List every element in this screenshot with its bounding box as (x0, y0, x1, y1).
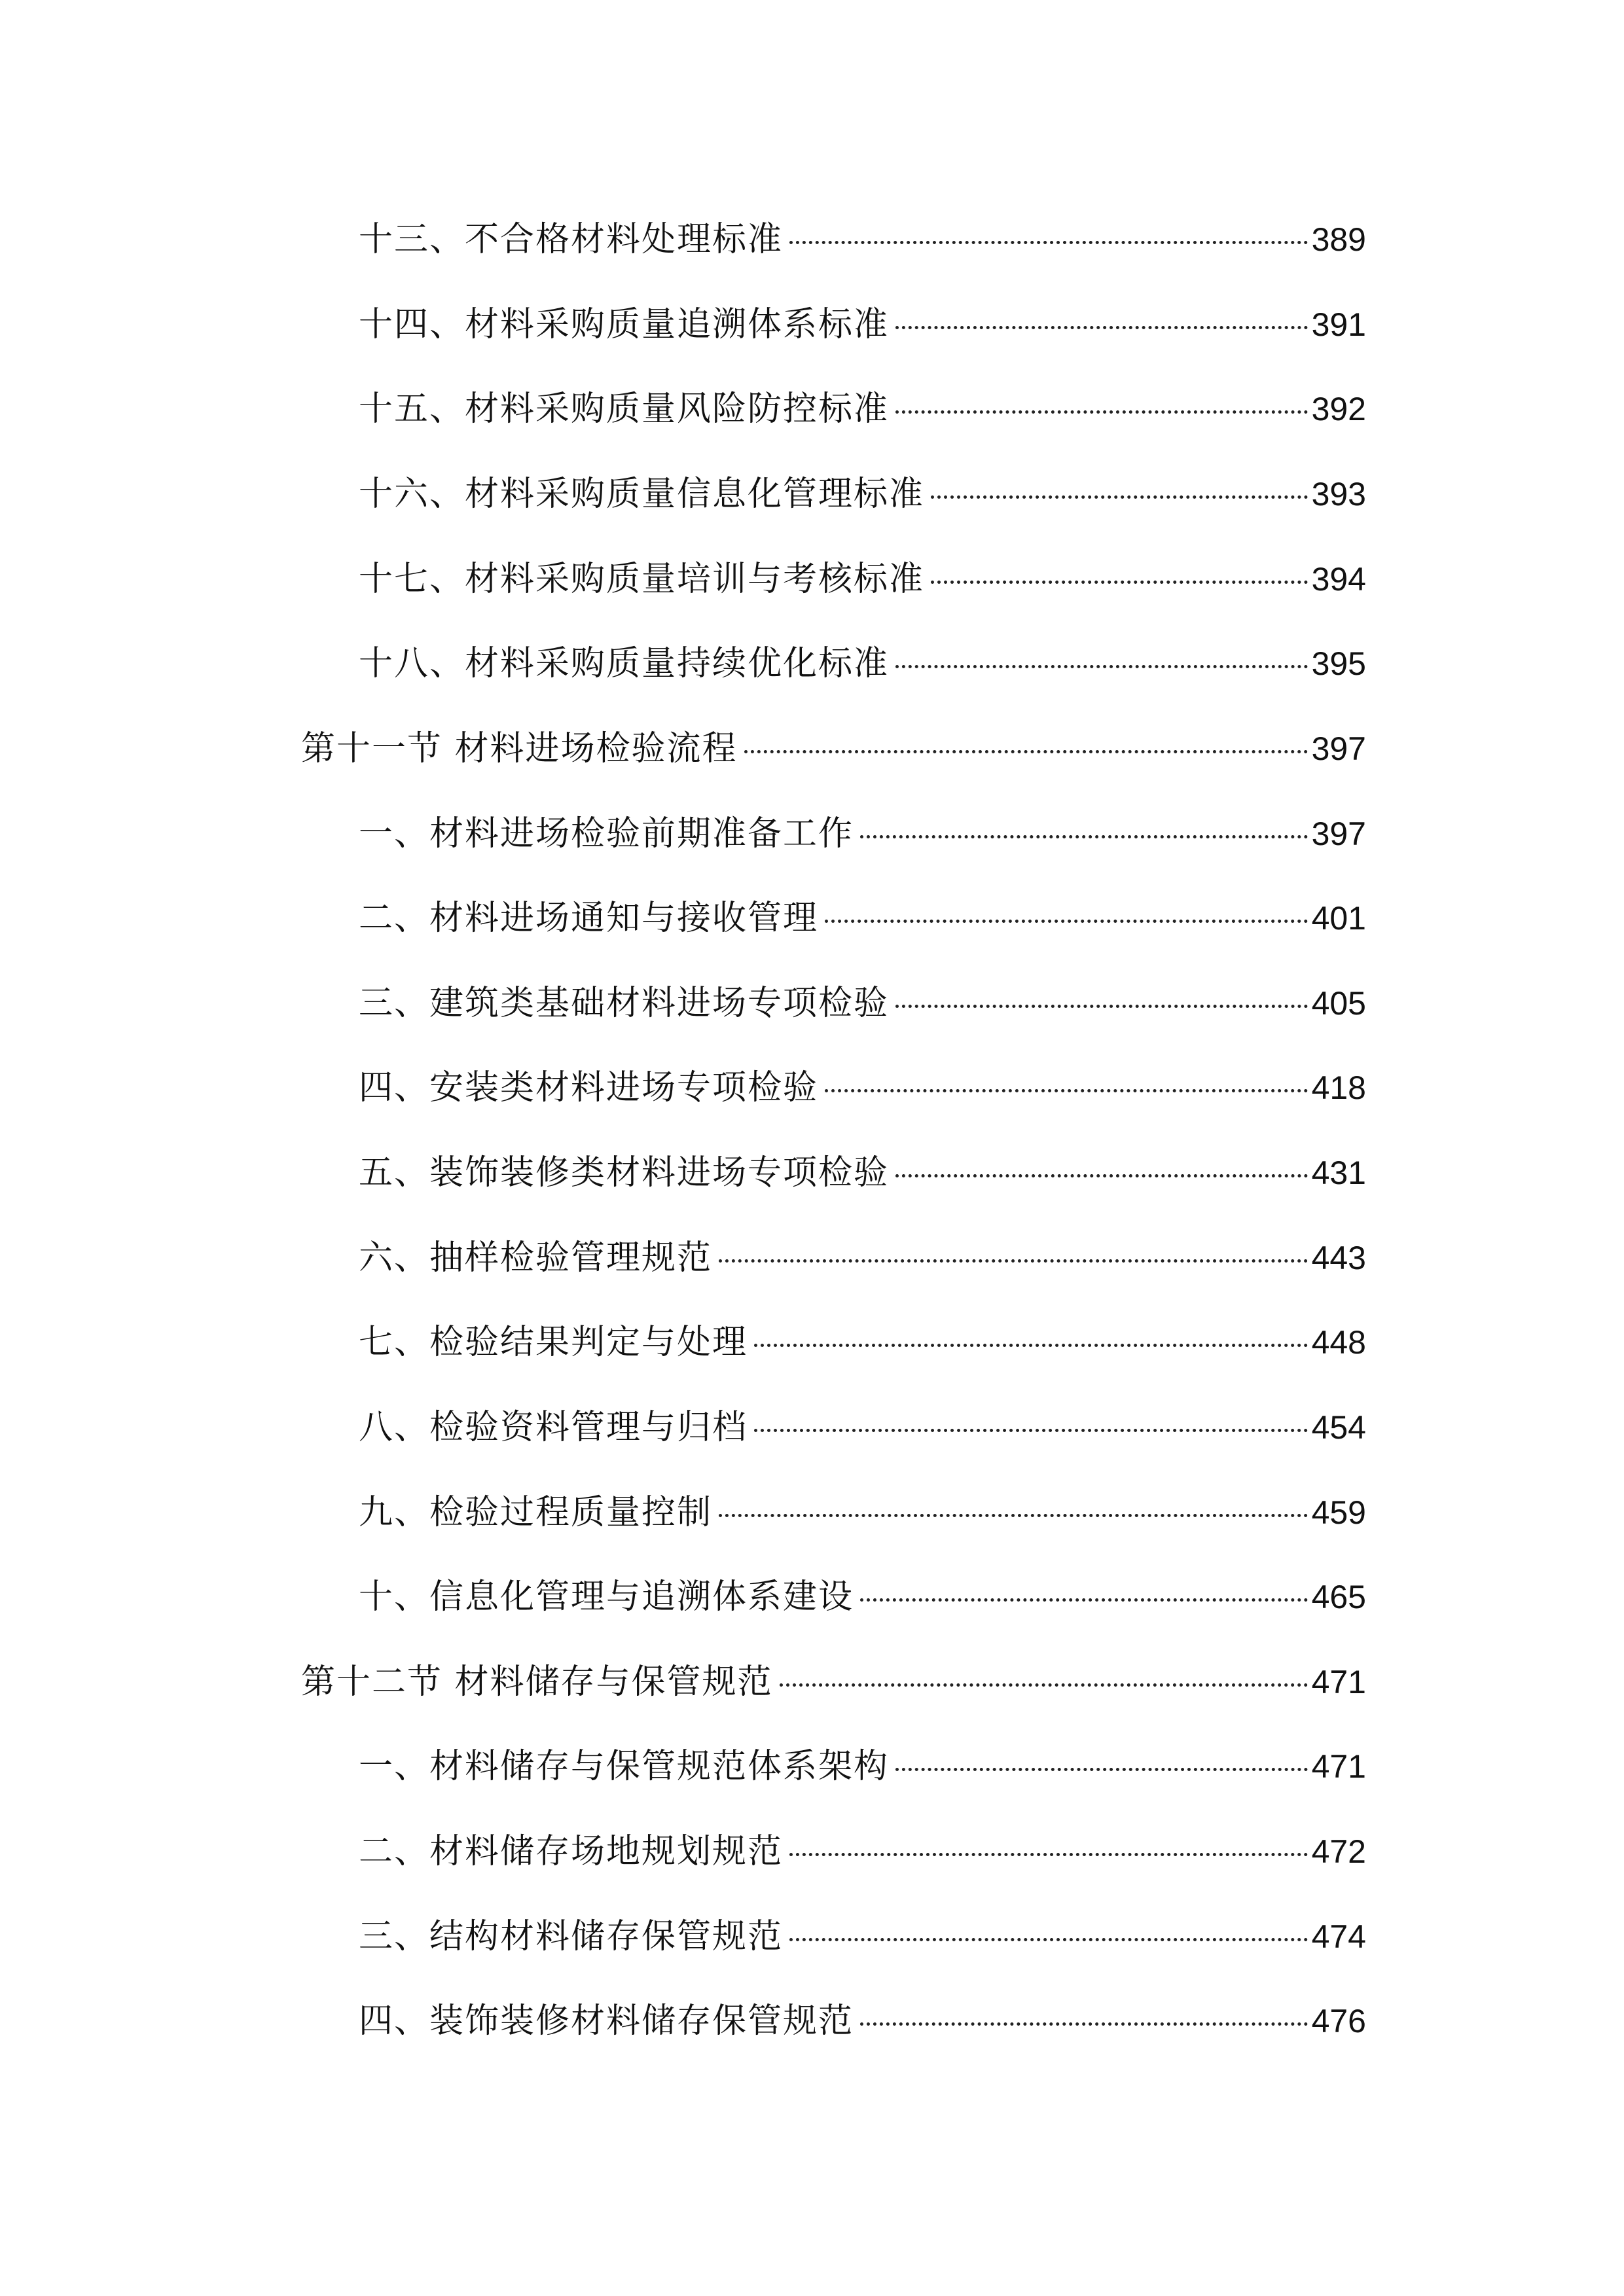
toc-entry-page: 395 (1311, 645, 1366, 682)
toc-entry-title: 一、材料进场检验前期准备工作 (359, 814, 854, 853)
toc-entry-page: 431 (1311, 1155, 1366, 1191)
toc-dot-leader (860, 1598, 1308, 1602)
toc-entry-page: 472 (1311, 1833, 1366, 1870)
toc-entry[interactable] (0, 376, 1366, 442)
toc-entry[interactable] (0, 1904, 1366, 1969)
toc-entry[interactable] (0, 1734, 1366, 1799)
toc-entry-title: 二、材料进场通知与接收管理 (359, 899, 819, 938)
toc-entry-title: 三、结构材料储存保管规范 (359, 1917, 784, 1956)
toc-entry-title: 十五、材料采购质量风险防控标准 (359, 389, 890, 429)
toc-entry[interactable] (0, 1140, 1366, 1206)
toc-dot-leader (860, 2022, 1308, 2026)
toc-entry-title: 四、装饰装修材料储存保管规范 (359, 2001, 854, 2041)
toc-dot-leader (931, 495, 1308, 499)
toc-entry-title: 二、材料储存场地规划规范 (359, 1832, 784, 1871)
toc-entry-page: 394 (1311, 561, 1366, 598)
toc-dot-leader (789, 1853, 1308, 1856)
toc-dot-leader (895, 326, 1308, 329)
toc-entry-page: 418 (1311, 1069, 1366, 1106)
toc-entry-page: 474 (1311, 1918, 1366, 1955)
toc-entry-title: 三、建筑类基础材料进场专项检验 (359, 984, 890, 1023)
toc-entry[interactable] (0, 1564, 1366, 1630)
toc-section-title: 第十一节 材料进场检验流程 (301, 729, 738, 768)
toc-entry[interactable] (0, 886, 1366, 951)
toc-section-title: 第十二节 材料储存与保管规范 (301, 1662, 773, 1702)
toc-entry-title: 九、检验过程质量控制 (359, 1493, 713, 1532)
toc-entry[interactable] (0, 461, 1366, 527)
toc-entry-title: 七、检验结果判定与处理 (359, 1323, 748, 1362)
toc-entry[interactable] (0, 631, 1366, 696)
toc-entry-page: 471 (1311, 1664, 1366, 1700)
toc-section-entry[interactable] (0, 1649, 1366, 1715)
toc-dot-leader (744, 750, 1308, 753)
toc-dot-leader (860, 835, 1308, 838)
toc-entry-title: 五、装饰装修类材料进场专项检验 (359, 1153, 890, 1193)
toc-entry-page: 454 (1311, 1409, 1366, 1446)
toc-entry-page: 443 (1311, 1240, 1366, 1276)
toc-entry-title: 十八、材料采购质量持续优化标准 (359, 644, 890, 683)
toc-entry-title: 十七、材料采购质量培训与考核标准 (359, 560, 925, 599)
toc-entry-title: 十、信息化管理与追溯体系建设 (359, 1577, 854, 1617)
toc-dot-leader (754, 1344, 1308, 1347)
toc-entry[interactable] (0, 1480, 1366, 1545)
toc-dot-leader (825, 920, 1308, 923)
toc-entry[interactable] (0, 1819, 1366, 1884)
toc-entry-title: 八、检验资料管理与归档 (359, 1408, 748, 1447)
toc-dot-leader (719, 1259, 1308, 1263)
toc-entry-title: 四、安装类材料进场专项检验 (359, 1068, 819, 1107)
toc-entry-title: 十四、材料采购质量追溯体系标准 (359, 305, 890, 344)
toc-entry-page: 397 (1311, 816, 1366, 852)
toc-entry-page: 476 (1311, 2003, 1366, 2039)
toc-entry-page: 405 (1311, 985, 1366, 1022)
toc-dot-leader (754, 1429, 1308, 1432)
toc-dot-leader (780, 1683, 1308, 1687)
toc-dot-leader (895, 1768, 1308, 1771)
toc-entry-page: 448 (1311, 1324, 1366, 1361)
toc-entry[interactable] (0, 971, 1366, 1036)
toc-entry[interactable] (0, 1055, 1366, 1121)
toc-entry[interactable] (0, 1225, 1366, 1291)
toc-entry[interactable] (0, 1310, 1366, 1375)
toc-entry-page: 397 (1311, 730, 1366, 767)
toc-entry-page: 465 (1311, 1579, 1366, 1615)
toc-entry[interactable] (0, 1988, 1366, 2054)
toc-entry[interactable] (0, 1395, 1366, 1460)
toc-entry[interactable] (0, 801, 1366, 867)
toc-entry[interactable] (0, 547, 1366, 612)
toc-entry-page: 389 (1311, 221, 1366, 258)
toc-entry-page: 471 (1311, 1748, 1366, 1785)
toc-dot-leader (931, 581, 1308, 584)
toc-dot-leader (825, 1089, 1308, 1092)
toc-entry-page: 393 (1311, 476, 1366, 512)
toc-entry[interactable] (0, 207, 1366, 272)
toc-entry-page: 391 (1311, 306, 1366, 343)
toc-dot-leader (895, 410, 1308, 414)
toc-dot-leader (895, 665, 1308, 668)
toc-entry-title: 十三、不合格材料处理标准 (359, 220, 784, 259)
toc-dot-leader (789, 1938, 1308, 1941)
toc-dot-leader (719, 1514, 1308, 1517)
toc-section-entry[interactable] (0, 716, 1366, 781)
toc-entry-page: 401 (1311, 900, 1366, 937)
toc-entry-title: 十六、材料采购质量信息化管理标准 (359, 475, 925, 514)
toc-dot-leader (895, 1005, 1308, 1008)
toc-entry[interactable] (0, 292, 1366, 357)
toc-entry-page: 392 (1311, 391, 1366, 427)
toc-dot-leader (789, 241, 1308, 244)
toc-dot-leader (895, 1174, 1308, 1177)
toc-entry-title: 一、材料储存与保管规范体系架构 (359, 1747, 890, 1786)
toc-entry-title: 六、抽样检验管理规范 (359, 1238, 713, 1278)
toc-entry-page: 459 (1311, 1494, 1366, 1531)
